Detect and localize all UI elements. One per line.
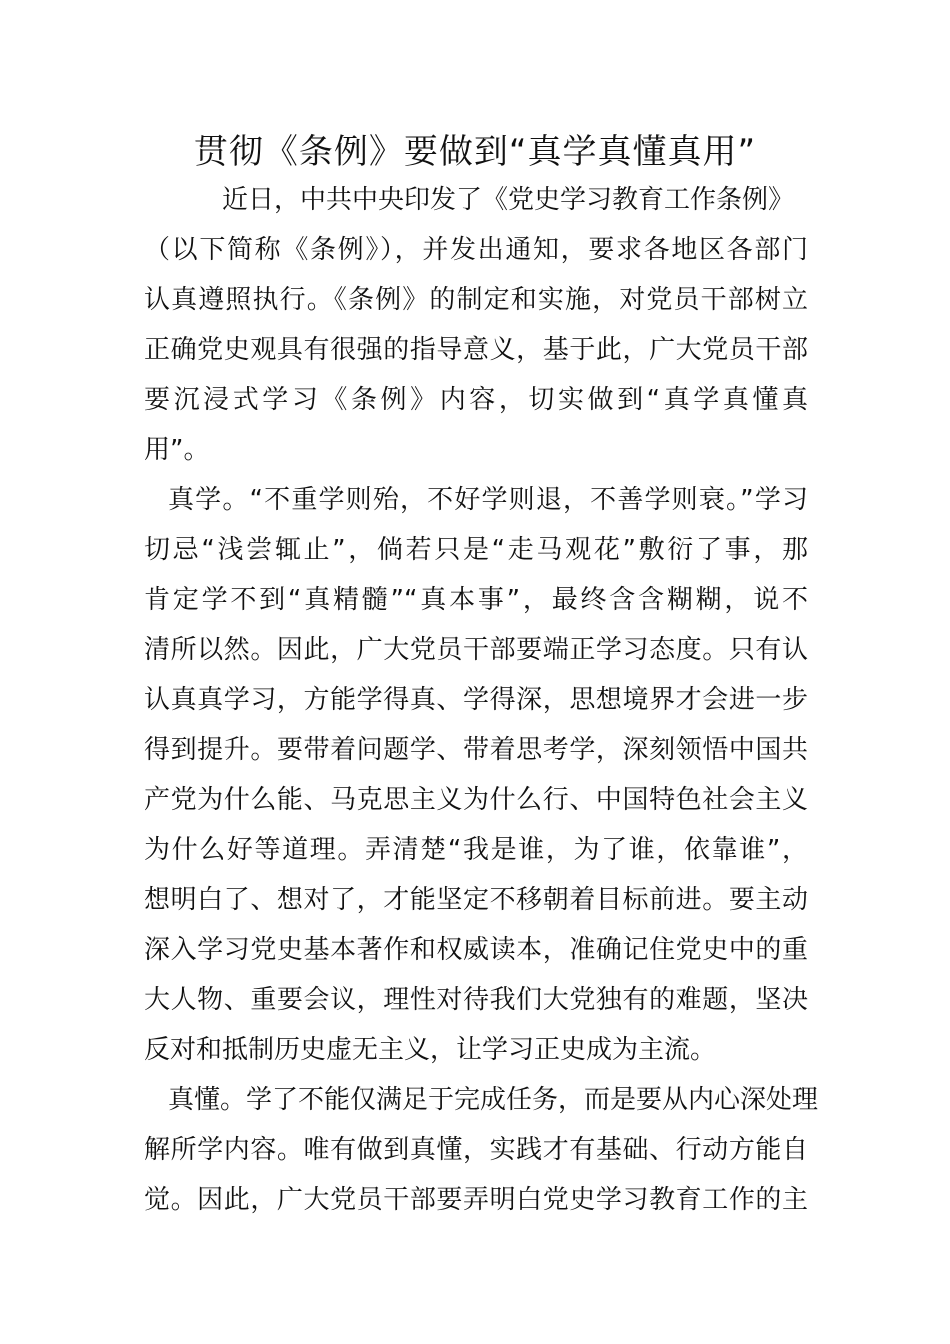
paragraph-line: 肯定学不到“真精髓”“真本事”，最终含含糊糊，说不 (144, 585, 808, 615)
paragraph-line: 想明白了、想对了，才能坚定不移朝着目标前进。要主动 (144, 885, 808, 915)
paragraph-line: 真懂。学了不能仅满足于完成任务，而是要从内心深处理 (168, 1085, 819, 1115)
paragraph-line: 近日，中共中央印发了《党史学习教育工作条例》 (222, 185, 795, 215)
paragraph-line: 认真真学习，方能学得真、学得深，思想境界才会进一步 (144, 685, 808, 715)
paragraph-line: 为什么好等道理。弄清楚“我是谁，为了谁，依靠谁”， (144, 835, 808, 865)
document-title: 贯彻《条例》要做到“真学真懂真用” (193, 132, 757, 172)
paragraph-line: 用”。 (144, 435, 210, 465)
paragraph-line: （以下简称《条例》），并发出通知，要求各地区各部门 (144, 235, 808, 265)
paragraph-line: 深入学习党史基本著作和权威读本，准确记住党史中的重 (144, 935, 808, 965)
paragraph-line: 要沉浸式学习《条例》内容，切实做到“真学真懂真 (144, 385, 808, 415)
paragraph-line: 解所学内容。唯有做到真懂，实践才有基础、行动方能自 (144, 1135, 808, 1165)
paragraph-line: 真学。“不重学则殆，不好学则退，不善学则衰。”学习 (168, 485, 808, 515)
paragraph-line: 反对和抵制历史虚无主义，让学习正史成为主流。 (144, 1035, 717, 1065)
paragraph-line: 清所以然。因此，广大党员干部要端正学习态度。只有认 (144, 635, 808, 665)
paragraph-line: 得到提升。要带着问题学、带着思考学，深刻领悟中国共 (144, 735, 808, 765)
paragraph-line: 正确党史观具有很强的指导意义，基于此，广大党员干部 (144, 335, 808, 365)
paragraph-line: 产党为什么能、马克思主义为什么行、中国特色社会主义 (144, 785, 808, 815)
paragraph-line: 切忌“浅尝辄止”，倘若只是“走马观花”敷衍了事，那 (144, 535, 808, 565)
paragraph-line: 认真遵照执行。《条例》的制定和实施，对党员干部树立 (144, 285, 808, 315)
paragraph-line: 大人物、重要会议，理性对待我们大党独有的难题，坚决 (144, 985, 808, 1015)
paragraph-line: 觉。因此，广大党员干部要弄明白党史学习教育工作的主 (144, 1185, 808, 1215)
